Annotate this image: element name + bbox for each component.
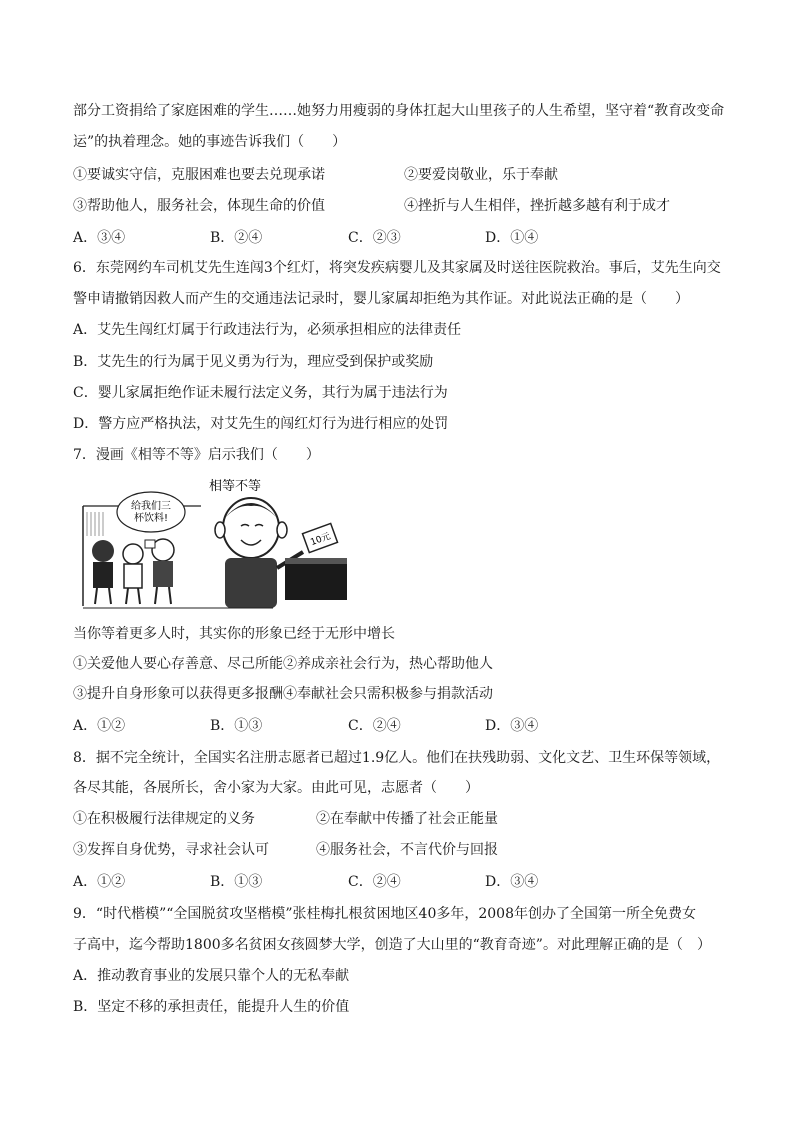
q5-statement-4: ④挫折与人生相伴，挫折越多越有利于成才 (404, 198, 670, 214)
q8-options (73, 872, 713, 892)
q5-option-d[interactable]: D．①④ (485, 230, 539, 246)
donation-box (285, 523, 347, 600)
small-figures (92, 539, 174, 604)
q5-stem-line2: 运”的执着理念。她的事迹告诉我们（ ） (73, 134, 347, 150)
q6-option-d[interactable]: D．警方应严格执法，对艾先生的闯红灯行为进行相应的处罚 (73, 416, 449, 432)
q7-caption: 当你等着更多人时，其实你的形象已经于无形中增长 (73, 626, 395, 642)
cartoon-title: 相等不等 (209, 479, 262, 494)
q9-stem-line1: 9．“时代楷模”“全国脱贫攻坚楷模”张桂梅扎根贫困地区40多年，2008年创办了全国第一所全免费女 (73, 906, 696, 922)
q8-option-a[interactable]: A．①② (73, 874, 126, 890)
q6-option-c[interactable]: C．婴儿家属拒绝作证未履行法定义务，其行为属于违法行为 (73, 385, 448, 401)
cartoon-hatching (87, 512, 103, 536)
q8-option-b[interactable]: B．①③ (210, 874, 263, 890)
q8-statement-1: ①在积极履行法律规定的义务 (73, 811, 255, 827)
q6-option-b[interactable]: B．艾先生的行为属于见义勇为行为，理应受到保护或奖励 (73, 354, 434, 370)
bubble-text-1: 给我们三 (131, 501, 171, 512)
q6-option-a[interactable]: A．艾先生闯红灯属于行政违法行为，必须承担相应的法律责任 (73, 322, 462, 338)
q8-option-d[interactable]: D．③④ (485, 874, 539, 890)
speech-bubble (117, 492, 185, 532)
q5-statement-1: ①要诚实守信，克服困难也要去兑现承诺 (73, 167, 325, 183)
q6-stem-line1: 6．东莞网约车司机艾先生连闯3个红灯，将突发疾病婴儿及其家属及时送往医院救治。事后，艾先生向交 (73, 260, 721, 276)
q7-statements-3-4: ③提升自身形象可以获得更多报酬④奉献社会只需积极参与捐款活动 (73, 686, 493, 702)
q8-statement-2: ②在奉献中传播了社会正能量 (316, 811, 498, 827)
q5-stem-line1: 部分工资捐给了家庭困难的学生……她努力用瘦弱的身体扛起大山里孩子的人生希望，坚守着“教育改变命 (73, 103, 725, 119)
cartoon-image (73, 476, 363, 616)
q9-stem-line2: 子高中，迄今帮助1800多名贫困女孩圆梦大学，创造了大山里的“教育奇迹”。对此理解正确的是（ ） (73, 937, 711, 953)
q7-option-d[interactable]: D．③④ (485, 718, 539, 734)
q7-statements-1-2: ①关爱他人要心存善意、尽己所能②养成亲社会行为，热心帮助他人 (73, 656, 493, 672)
q8-statement-3: ③发挥自身优势，寻求社会认可 (73, 842, 269, 858)
q7-stem: 7．漫画《相等不等》启示我们（ ） (73, 447, 320, 463)
q5-option-b[interactable]: B．②④ (210, 230, 263, 246)
q7-option-c[interactable]: C．②④ (348, 718, 401, 734)
q9-option-a[interactable]: A．推动教育事业的发展只靠个人的无私奉献 (73, 968, 350, 984)
q5-option-a[interactable]: A．③④ (73, 230, 126, 246)
bubble-text-2: 杯饮料! (133, 513, 169, 524)
money-note-label: 10元 (309, 531, 333, 549)
q8-option-c[interactable]: C．②④ (348, 874, 401, 890)
q9-option-b[interactable]: B．坚定不移的承担责任，能提升人生的价值 (73, 999, 350, 1015)
q7-option-b[interactable]: B．①③ (210, 718, 263, 734)
q8-stem-line2: 各尽其能，各展所长，舍小家为大家。由此可见，志愿者（ ） (73, 780, 479, 796)
q8-statement-4: ④服务社会，不言代价与回报 (316, 842, 498, 858)
q5-statement-3: ③帮助他人，服务社会，体现生命的价值 (73, 198, 325, 214)
q7-option-a[interactable]: A．①② (73, 718, 126, 734)
q6-stem-line2: 警申请撤销因救人而产生的交通违法记录时，婴儿家属却拒绝为其作证。对此说法正确的是（ ） (73, 291, 689, 307)
q7-options (73, 716, 713, 736)
q5-option-c[interactable]: C．②③ (348, 230, 401, 246)
q5-statement-2: ②要爱岗敬业，乐于奉献 (404, 167, 558, 183)
q5-options (73, 228, 713, 248)
q8-stem-line1: 8．据不完全统计，全国实名注册志愿者已超过1.9亿人。他们在扶残助弱、文化文艺、卫生环保等领域， (73, 750, 721, 766)
